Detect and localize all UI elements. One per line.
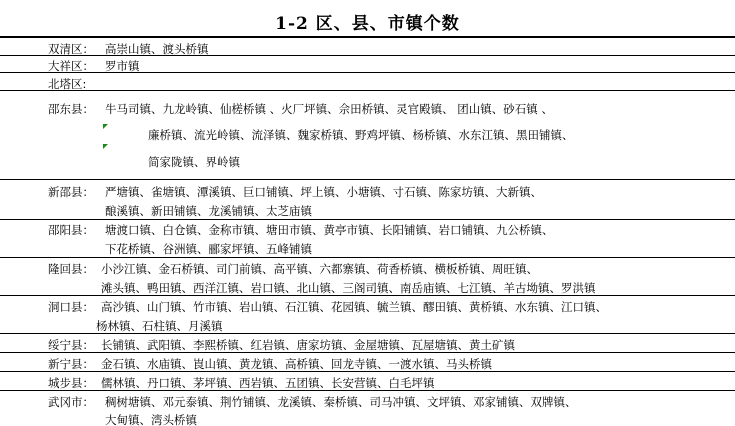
town-list-line: 杨林镇、石柱镇、月溪镇 [96,319,223,333]
divider [0,371,735,372]
town-list-line: 牛马司镇、九龙岭镇、仙槎桥镇 、火厂坪镇、佘田桥镇、灵官殿镇、 团山镇、砂石镇 、 [105,102,553,116]
comment-marker-icon[interactable] [103,124,108,129]
page-title: 1-2 区、县、市镇个数 [275,14,460,34]
divider [0,295,735,296]
town-list-line: 塘渡口镇、白仓镇、金称市镇、塘田市镇、黄亭市镇、长阳铺镇、岩口铺镇、九公桥镇、 [105,223,554,237]
county-label: 绥宁县： [48,338,94,352]
county-label: 新宁县： [48,357,94,371]
divider [0,352,735,353]
town-list-line: 严塘镇、雀塘镇、潭溪镇、巨口铺镇、坪上镇、小塘镇、寸石镇、陈家坊镇、大新镇、 [105,185,542,199]
divider [0,333,735,334]
town-list-line: 儒林镇、丹口镇、茅坪镇、西岩镇、五团镇、长安营镇、白毛坪镇 [101,376,435,390]
county-label: 邵东县： [48,102,94,116]
town-list-line: 小沙江镇、金石桥镇、司门前镇、高平镇、六都寨镇、荷香桥镇、横板桥镇、周旺镇、 [101,262,538,276]
county-label: 邵阳县： [48,223,94,237]
divider [0,55,735,56]
town-list-line: 大甸镇、湾头桥镇 [105,413,197,426]
town-list-line: 高沙镇、山门镇、竹市镇、岩山镇、石江镇、花园镇、毓兰镇、醪田镇、黄桥镇、水东镇、江口镇、 [101,300,607,314]
county-label: 武冈市： [48,395,94,409]
divider [0,179,735,180]
divider [0,219,735,220]
county-label: 新邵县： [48,185,94,199]
divider [0,90,735,91]
town-list-line: 高崇山镇、渡头桥镇 [105,42,209,56]
town-list-line: 滩头镇、鸭田镇、西洋江镇、岩口镇、北山镇、三阁司镇、南岳庙镇、七江镇、羊古坳镇、罗洪镇 [101,281,596,295]
town-list-line: 长铺镇、武阳镇、李熙桥镇、红岩镇、唐家坊镇、金屋塘镇、瓦屋塘镇、黄土矿镇 [101,338,515,352]
county-label: 城步县： [48,376,94,390]
county-label: 大祥区： [48,59,94,73]
county-label: 北塔区: [48,77,87,91]
town-list-line: 简家陇镇、界岭镇 [148,155,240,169]
divider [0,257,735,258]
divider [0,390,735,391]
county-label: 双清区： [48,42,94,56]
divider [0,72,735,73]
town-list-line: 稠树塘镇、邓元泰镇、荆竹铺镇、龙溪镇、秦桥镇、司马冲镇、文坪镇、邓家铺镇、双牌镇、 [105,395,577,409]
town-list-line: 廉桥镇、流光岭镇、流泽镇、魏家桥镇、野鸡坪镇、杨桥镇、水东江镇、黑田铺镇、 [148,128,574,142]
town-list-line: 酿溪镇、新田铺镇、龙溪铺镇、太芝庙镇 [105,204,312,218]
town-list-line: 金石镇、水庙镇、崀山镇、黄龙镇、高桥镇、回龙寺镇、一渡水镇、马头桥镇 [101,357,492,371]
county-label: 隆回县： [48,262,94,276]
county-label: 洞口县： [48,300,94,314]
town-list-line: 罗市镇 [105,59,140,73]
town-list-line: 下花桥镇、谷洲镇、郦家坪镇、五峰铺镇 [105,242,312,256]
divider [0,36,735,38]
comment-marker-icon[interactable] [103,144,108,149]
